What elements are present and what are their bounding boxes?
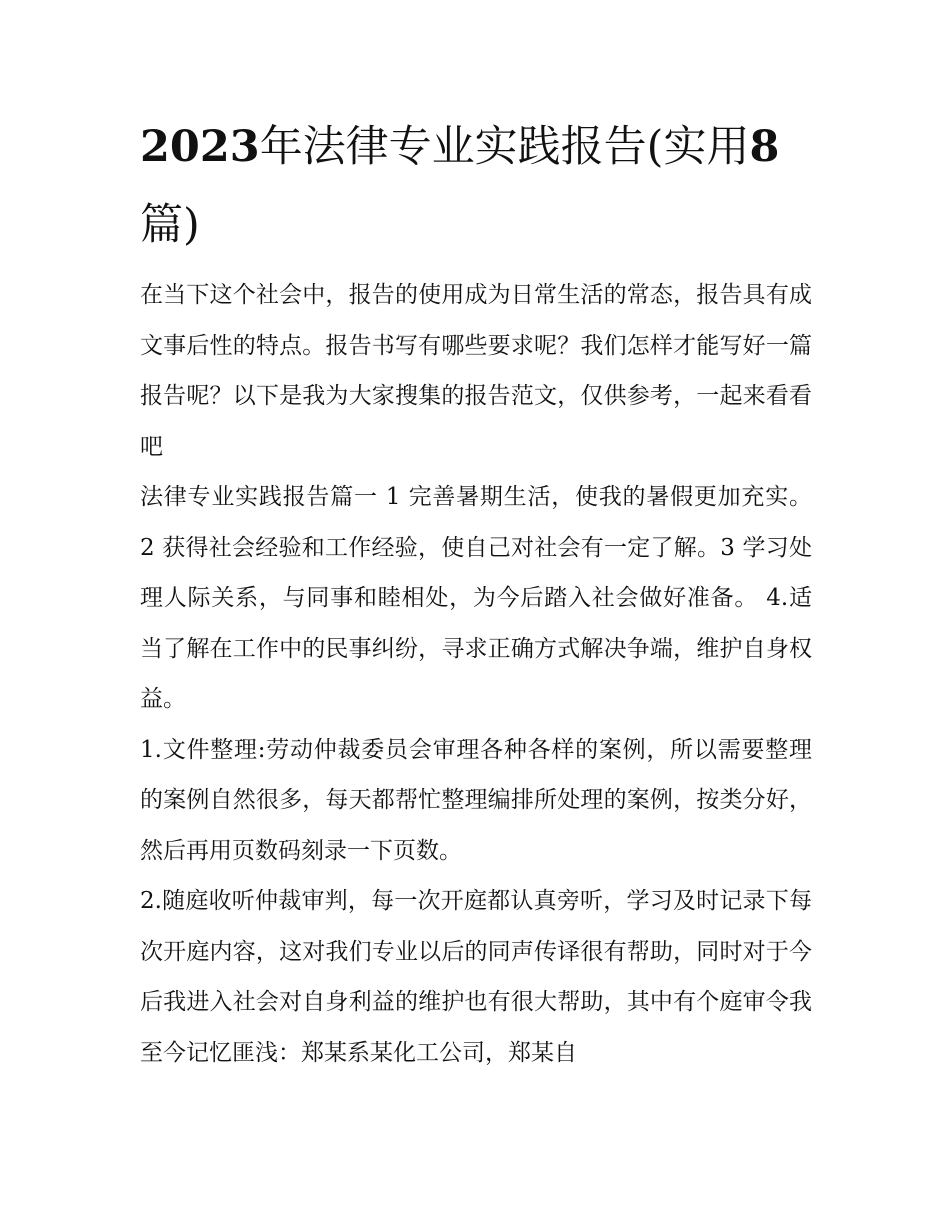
title-count: 8: [749, 122, 780, 172]
title-text: 年法律专业实践报告(实用: [259, 122, 750, 172]
title-year: 2023: [140, 122, 260, 172]
title-suffix: 篇): [140, 200, 200, 250]
arbitration-hearing-paragraph: 2.随庭收听仲裁审判，每一次开庭都认真旁听，学习及时记录下每次开庭内容，这对我们专业以后的同声传译很有帮助，同时对于今后我进入社会对自身利益的维护也有很大帮助，其中有个庭审令我至今记忆匪浅：郑某系某化工公司，郑某自: [140, 888, 812, 1066]
report-goals-paragraph: 法律专业实践报告篇一 1 完善暑期生活，使我的暑假更加充实。 2 获得社会经验和工作经验，使自己对社会有一定了解。3 学习处理人际关系，与同事和睦相处，为今后踏入社会做好准备。 4.适当了解在工作中的民事纠纷，寻求正确方式解决争端，维护自身权益。: [140, 484, 812, 712]
file-organization-paragraph: 1.文件整理:劳动仲裁委员会审理各种各样的案例，所以需要整理的案例自然很多，每天都帮忙整理编排所处理的案例，按类分好，然后再用页数码刻录一下页数。: [140, 736, 812, 864]
document-body: [140, 108, 812, 1078]
intro-paragraph: 在当下这个社会中，报告的使用成为日常生活的常态，报告具有成文事后性的特点。报告书写有哪些要求呢？我们怎样才能写好一篇报告呢？以下是我为大家搜集的报告范文，仅供参考，一起来看看吧: [140, 282, 812, 460]
document-title: [140, 108, 812, 264]
